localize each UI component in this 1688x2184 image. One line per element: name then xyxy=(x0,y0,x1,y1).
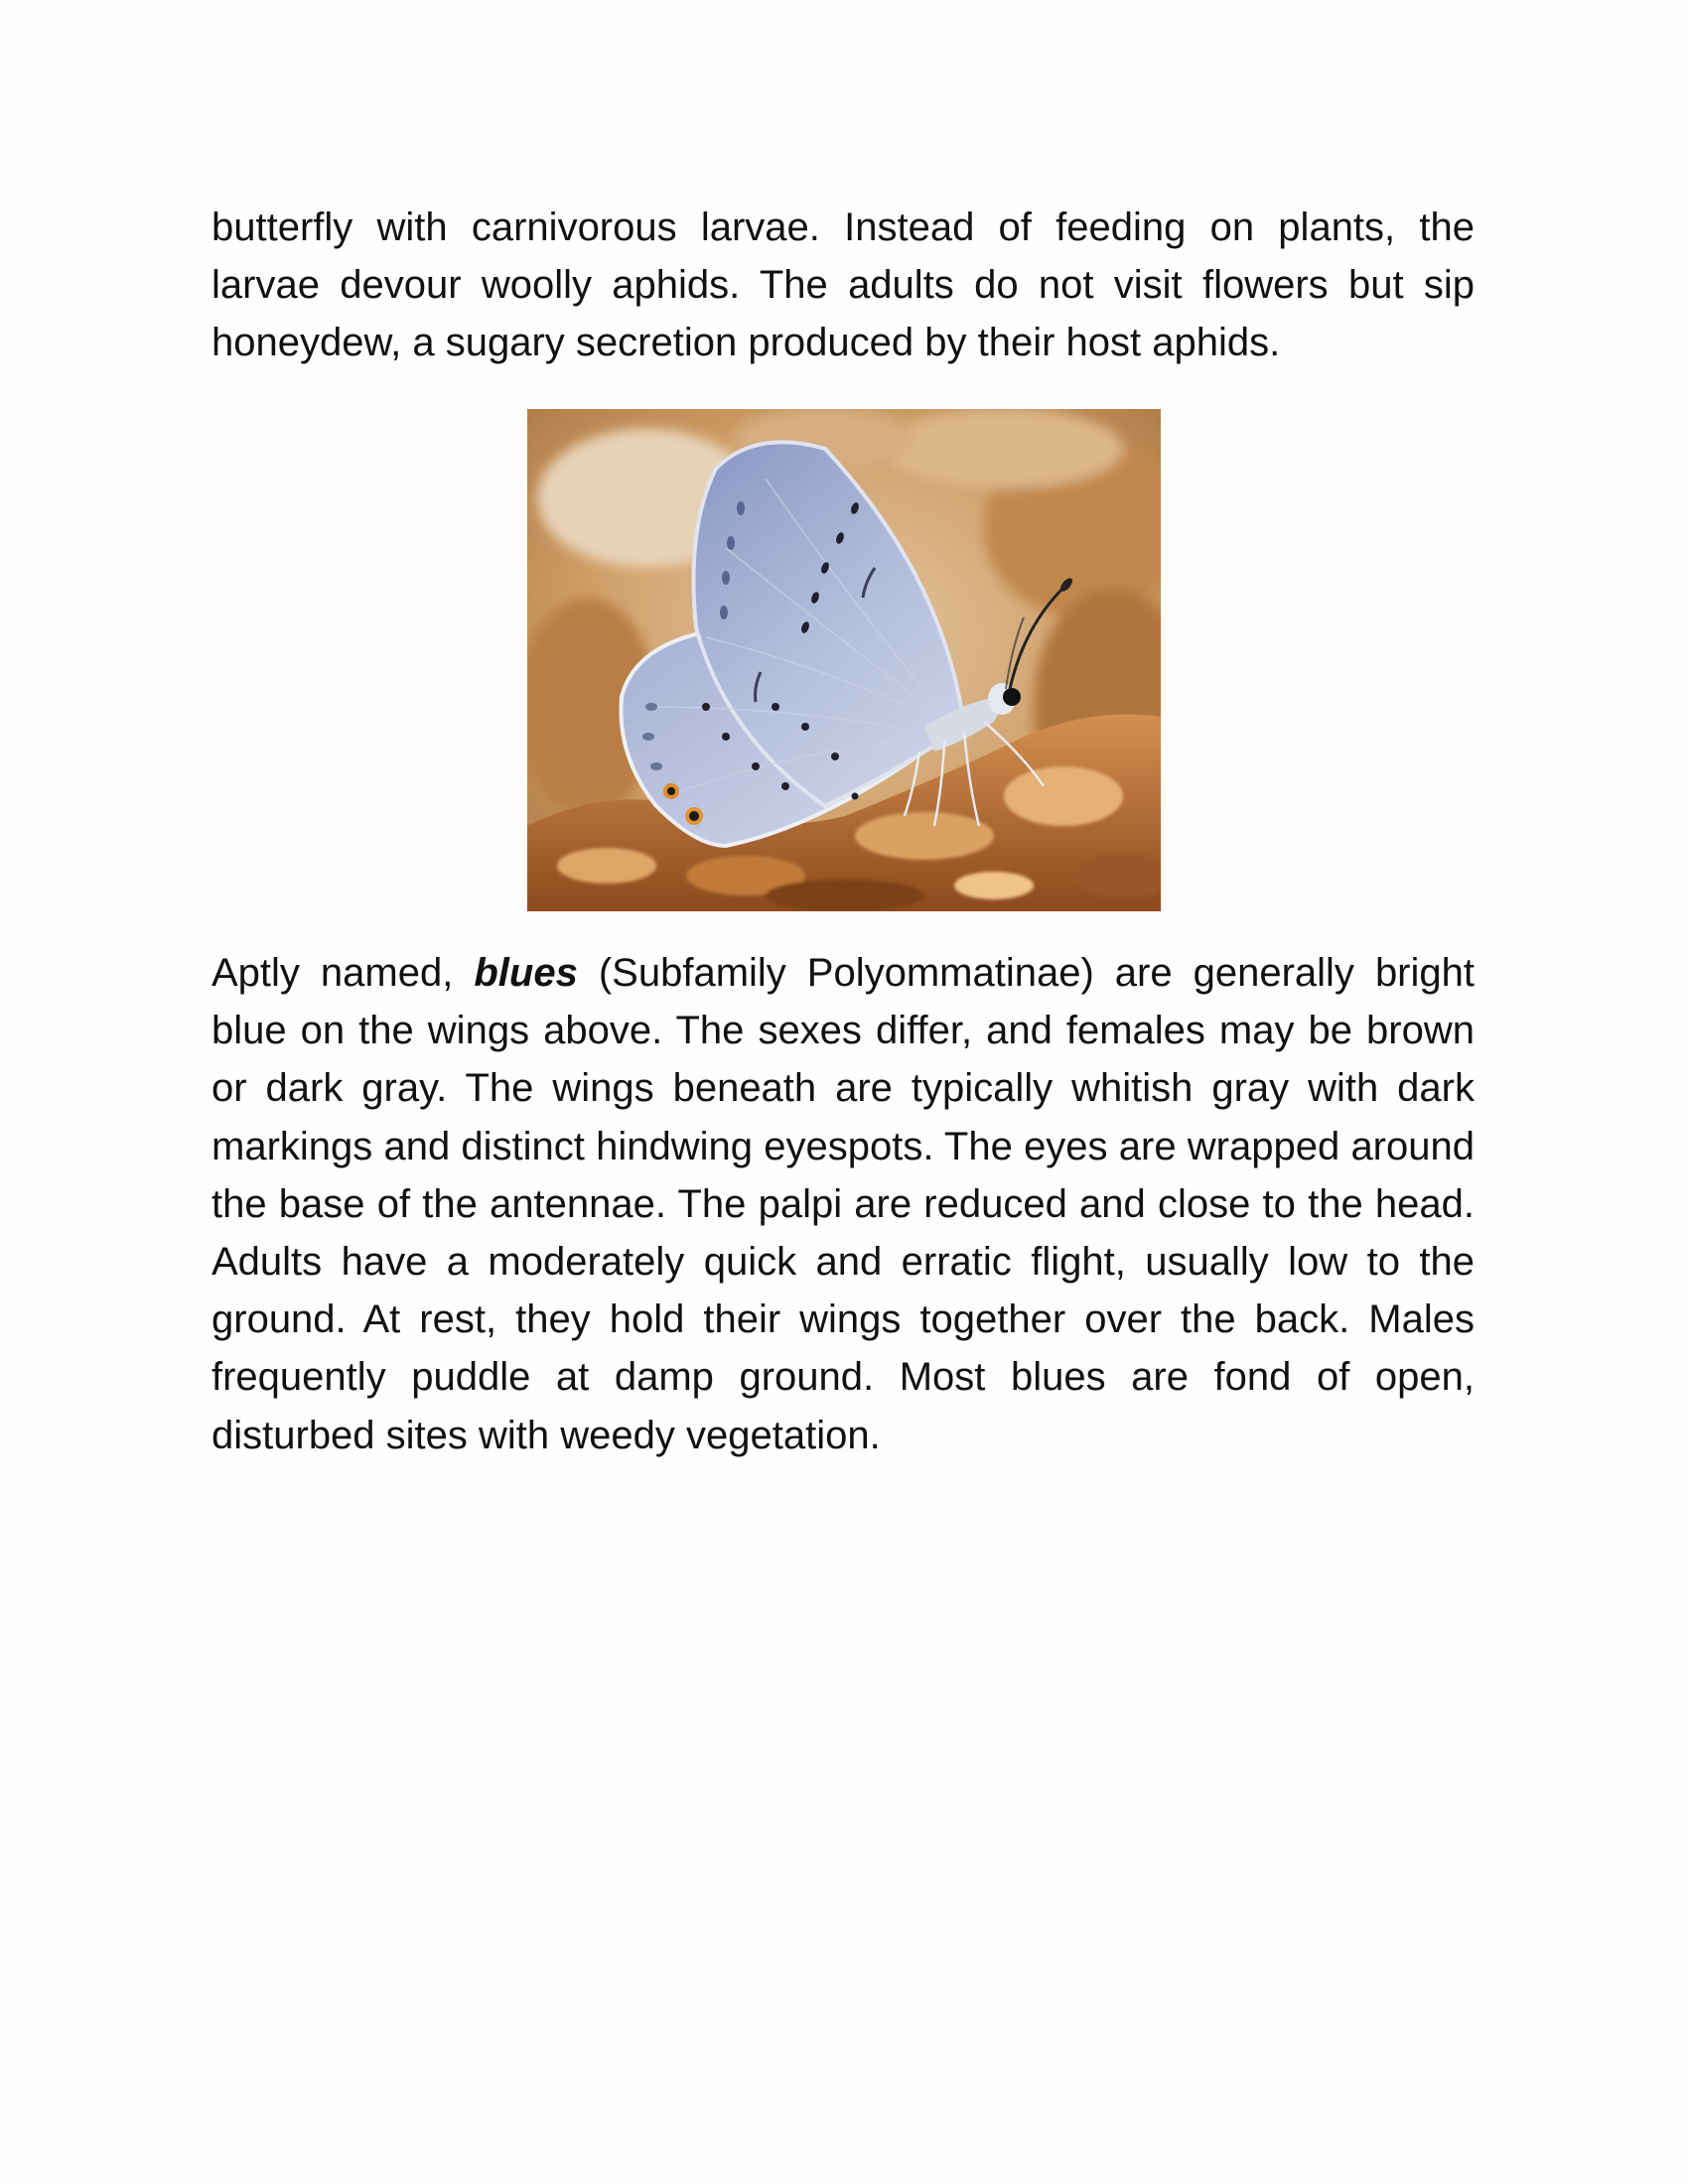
butterfly-illustration xyxy=(527,409,1161,911)
blue-butterfly-photo xyxy=(527,409,1161,911)
term-blues: blues xyxy=(474,951,578,995)
paragraph-aphid-eaters: butterfly with carnivorous larvae. Instead of feeding on plants, the larvae devour woolly aphids. The adults do not visit flowers but sip honeydew, a sugary secretion produced by their host aphids. xyxy=(211,205,1475,365)
paragraph-blues-body: (Subfamily Polyommatinae) are generally bright blue on the wings above. The sexes differ, and females may be brown or dark gray. The wings beneath are typically whitish gray with dark markings and distinct hindwing eyespots. The eyes are wrapped around the base of the antennae. The palpi are reduced and close to the head. Adults have a moderately quick and erratic flight, usually low to the ground. At rest, they hold their wings together over the back. Males frequently puddle at damp ground. Most blues are fond of open, disturbed sites with weedy vegetation. xyxy=(211,951,1475,1457)
paragraph-blues xyxy=(211,944,1475,1464)
paragraph-blues-lead: Aptly named, xyxy=(211,951,475,995)
